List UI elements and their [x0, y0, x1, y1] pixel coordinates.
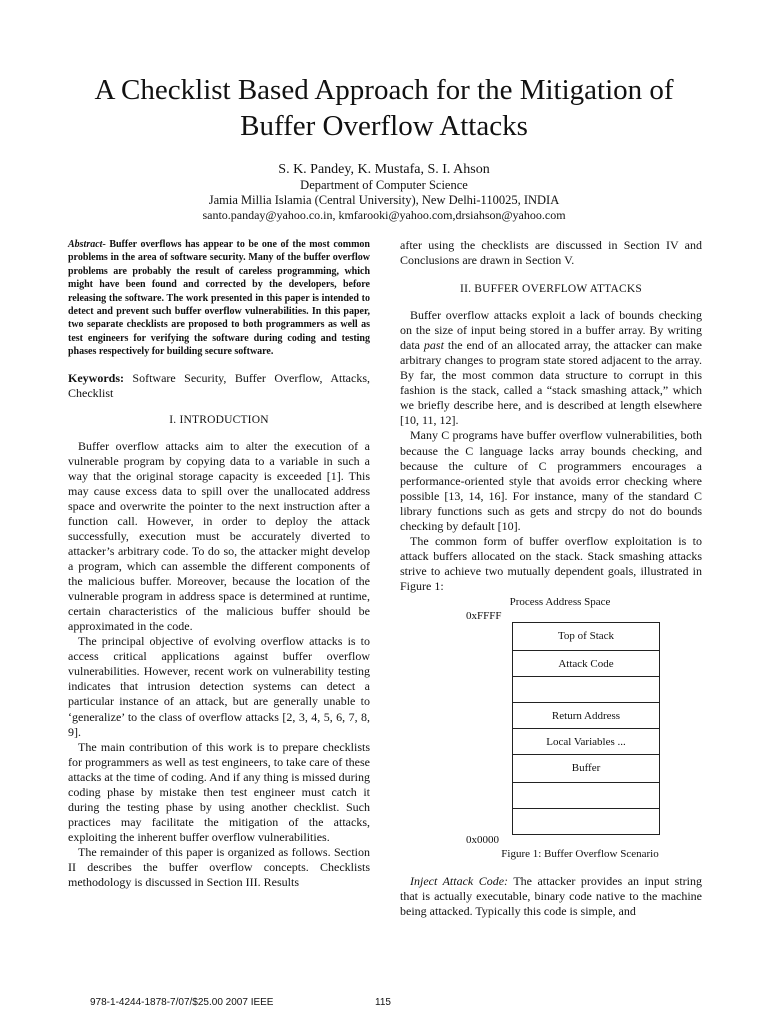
bo-p1-emphasis: past	[423, 338, 444, 353]
bo-paragraph-4	[400, 874, 702, 919]
title-line-2: Buffer Overflow Attacks	[240, 110, 528, 142]
author-emails: santo.panday@yahoo.co.in, kmfarooki@yahoo.com,drsiahson@yahoo.com	[202, 208, 566, 222]
stack-cell-empty	[513, 783, 659, 809]
bo-paragraph-1	[400, 308, 702, 428]
bo-p1-after: the end of an allocated array, the attacker can make arbitrary changes to program state stored adjacent to the array. By far, the most common data structure to corrupt in this fashion is the stack, called a “stack smashing attack,” which we briefly describe here, and is described at length elsewhere [10, 11, 12].	[400, 338, 702, 428]
stack-cell-local-variables: Local Variables ...	[513, 729, 659, 755]
stack-cell-empty	[513, 809, 659, 835]
intro-paragraph-4-continued: after using the checklists are discussed in Section IV and Conclusions are drawn in Section V.	[400, 238, 702, 268]
stack-cell-top-of-stack: Top of Stack	[513, 623, 659, 651]
keywords	[68, 371, 370, 401]
title-line-1: A Checklist Based Approach for the Mitigation of	[94, 74, 674, 106]
abstract-text: Buffer overflows has appear to be one of the most common problems in the area of software security. Many of the buffer overflow problems are probably the result of careless programming, which might have been found and corrected by the developers, before releasing the software. The work presented in this paper is intended to detect and prevent such buffer overflow vulnerabilities. In this paper, two separate checklists are proposed to both programmers as well as test engineers for verifying the software during coding and testing phases respectively for building secure software.	[68, 239, 370, 358]
inject-attack-code-text: The attacker provides an input string that is actually executable, binary code native to the machine being attacked. Typically this code is simple, and	[400, 873, 703, 919]
department: Department of Computer Science	[300, 178, 468, 192]
section-heading-buffer-overflow-attacks: II. BUFFER OVERFLOW ATTACKS	[460, 283, 642, 296]
inject-attack-code-label: Inject Attack Code:	[410, 873, 509, 888]
abstract	[68, 238, 370, 359]
figure-1-address-space	[400, 596, 702, 874]
stack-cell-attack-code: Attack Code	[513, 651, 659, 677]
stack-cell-empty	[513, 677, 659, 703]
intro-paragraph-4: The remainder of this paper is organized as follows. Section II describes the buffer overflow concepts. Checklists methodology is discussed in Section III. Results	[68, 844, 370, 890]
right-column	[400, 238, 702, 919]
abstract-label: Abstract-	[68, 239, 106, 250]
page-number: 115	[375, 997, 391, 1008]
top-address-label: 0xFFFF	[466, 609, 502, 622]
footer-isbn: 978-1-4244-1878-7/07/$25.00 2007 IEEE	[90, 997, 274, 1008]
authors: S. K. Pandey, K. Mustafa, S. I. Ahson	[278, 162, 490, 177]
intro-paragraph-2: The principal objective of evolving overflow attacks is to access critical applications against buffer overflow vulnerabilities. However, recent work on vulnerability testing indicates that intrusion detection systems can detect a particular instance of an attack, but are generally unable to ‘generalize’ to the class of overflow attacks [2, 3, 4, 5, 6, 7, 8, 9].	[68, 634, 370, 739]
intro-paragraph-3: The main contribution of this work is to prepare checklists for programmers as well as test engineers, to take care of these attacks at the time of coding. And if any thing is missed during coding phase by mistake then test engineer must catch it during the testing phase by using another checklist. Such practices may facilitate the mitigation of the attacks, exploiting the inherent buffer overflow vulnerabilities.	[68, 739, 370, 844]
university: Jamia Millia Islamia (Central University), New Delhi-110025, INDIA	[208, 193, 560, 207]
bo-paragraph-3: The common form of buffer overflow exploitation is to attack buffers allocated on the stack. Stack smashing attacks strive to achieve two mutually dependent goals, illustrated in Figure 1:	[400, 533, 702, 593]
bo-p1-before: Buffer overflow attacks exploit a lack of bounds checking on the size of input being stored in a buffer array. By writing data	[400, 308, 702, 353]
stack-cell-return-address: Return Address	[513, 703, 659, 729]
stack-diagram	[512, 622, 660, 835]
figure-title: Process Address Space	[509, 595, 611, 608]
section-heading-introduction: I. INTRODUCTION	[169, 413, 269, 426]
left-column	[68, 238, 370, 890]
figure-caption: Figure 1: Buffer Overflow Scenario	[501, 847, 659, 860]
stack-cell-buffer: Buffer	[513, 755, 659, 783]
bottom-address-label: 0x0000	[466, 833, 499, 846]
paper-title	[40, 72, 728, 144]
keywords-label: Keywords:	[68, 370, 124, 385]
bo-paragraph-2: Many C programs have buffer overflow vulnerabilities, both because the C language lacks array bounds checking, and because the culture of C programmers encourages a performance-oriented style that avoids error checking where possible [13, 14, 16]. For instance, many of the standard C library functions such as gets and strcpy do not do bounds checking by default [10].	[400, 428, 702, 533]
intro-paragraph-1: Buffer overflow attacks aim to alter the execution of a vulnerable program by copying data to a variable in such a way that the original storage capacity is exceeded [1]. This may cause excess data to spill over the unallocated address space and overwrite the pointer to the next instruction after a function call. However, in order to deploy the attack successfully, execution must be accurately diverted to attacker’s arbitrary code. To do so, the attacker might develop a program, which can assemble the different components of the malicious buffer. Moreover, because the location of the vulnerable program in address space is determined at runtime, certain characteristics of the malicious buffer should be approximated in the code.	[68, 438, 370, 634]
keywords-text: Software Security, Buffer Overflow, Attacks, Checklist	[68, 370, 370, 400]
